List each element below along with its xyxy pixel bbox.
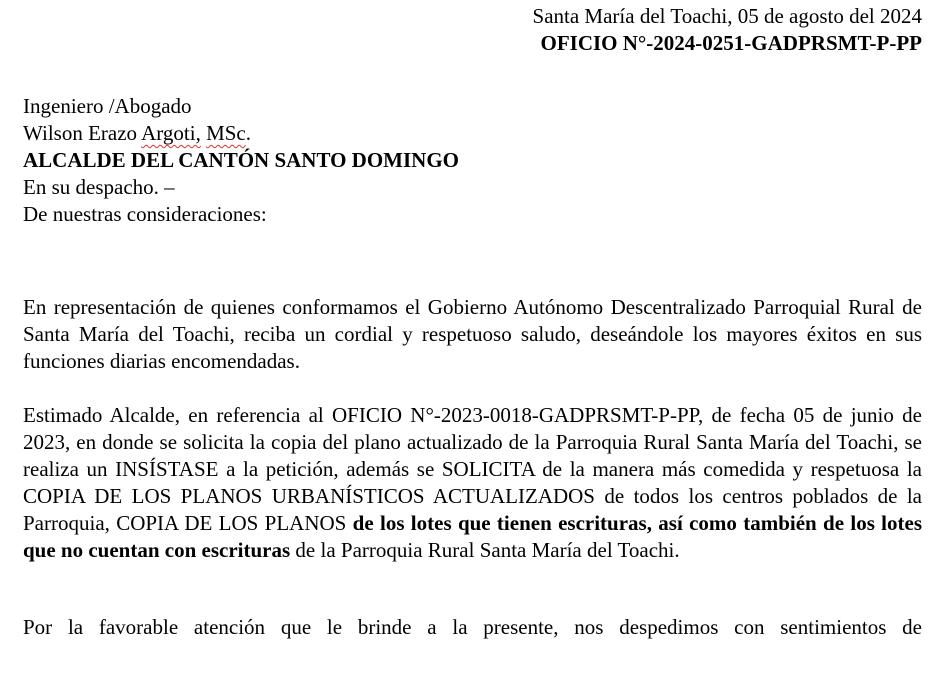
spellcheck-flagged-word: Argoti, [141, 121, 201, 145]
paragraph-2-text: Estimado Alcalde, en referencia al OFICIO N°-2023-0018-GADPRSMT-P-PP, de fecha 05 de junio de 2023, en donde se solicita la copia del plano actualizado de la Parroquia Rural Santa María del Toachi, se realiza un INSÍSTASE a la petición, además se SOLICITA de la manera más comedida y respetuosa la COPIA DE LOS PLANOS URBANÍSTICOS ACTUALIZADOS de todos los centros poblados de la Parroquia, COPIA DE LOS PLANOS [23, 403, 922, 535]
recipient-role-line: ALCALDE DEL CANTÓN SANTO DOMINGO [23, 148, 460, 172]
recipient-name-line [23, 120, 922, 147]
body-paragraph-3: Por la favorable atención que le brinde a la presente, nos despedimos con sentimientos de [23, 615, 922, 639]
spellcheck-flagged-word: MSc [206, 121, 246, 145]
paragraph-2-bold-text: de los lotes que tienen escrituras, así como también de los lotes que no cuentan con escrituras [23, 511, 922, 562]
body-paragraph-2 [23, 402, 922, 564]
dispatch-line: En su despacho. – [23, 175, 175, 199]
date-line: Santa María del Toachi, 05 de agosto del 2024 [532, 4, 922, 28]
recipient-block [23, 93, 922, 201]
recipient-title-line: Ingeniero /Abogado [23, 94, 192, 118]
letter-header [23, 3, 922, 57]
recipient-name-prefix: Wilson Erazo [23, 121, 142, 145]
body-paragraph-1: En representación de quienes conformamos el Gobierno Autónomo Descentralizado Parroquial Rural de Santa María del Toachi, reciba un cordial y respetuoso saludo, deseándole los mayores éxitos en sus funciones diarias encomendadas. [23, 295, 922, 373]
paragraph-2-text: de la Parroquia Rural Santa María del Toachi. [290, 538, 680, 562]
salutation-line: De nuestras consideraciones: [23, 202, 267, 226]
recipient-name-suffix: . [245, 121, 252, 145]
oficio-number-line: OFICIO N°-2024-0251-GADPRSMT-P-PP [540, 31, 922, 55]
